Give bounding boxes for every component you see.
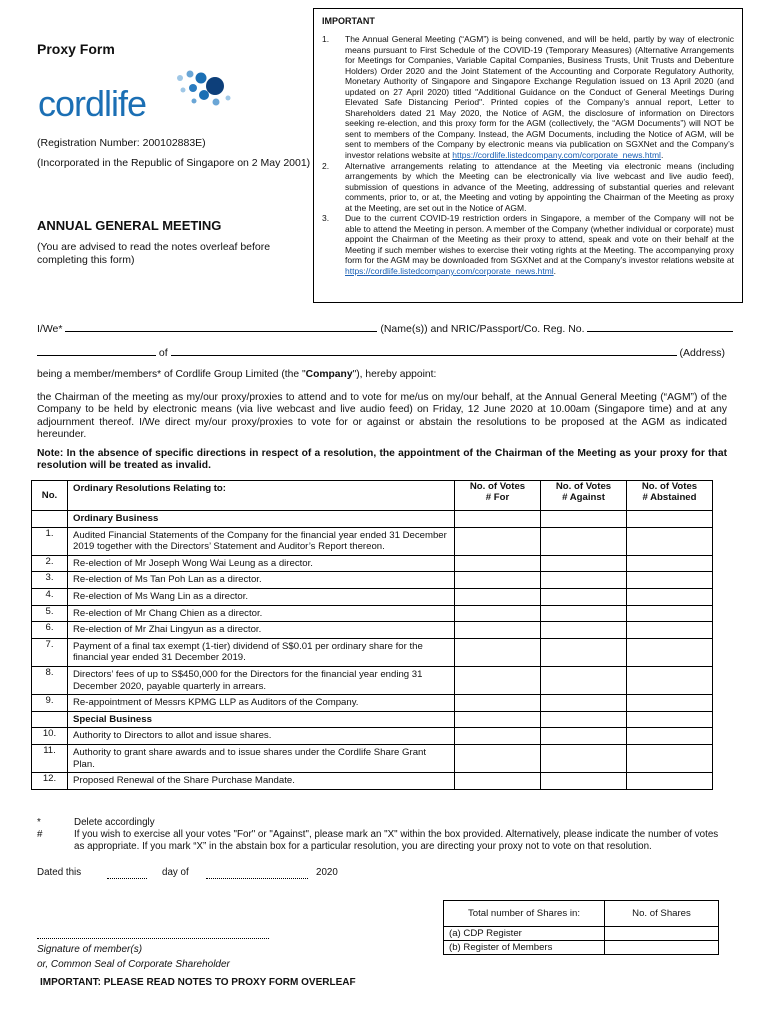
vote-against-box[interactable] (541, 744, 627, 772)
empty-cell (541, 511, 627, 528)
vote-abstain-box[interactable] (627, 744, 713, 772)
resolution-text: Re-election of Mr Zhai Lingyun as a director. (68, 622, 455, 639)
resolution-text: Directors’ fees of up to S$450,000 for the Directors for the financial year ending 31 December 2020, payable quarterly in arrears. (68, 666, 455, 694)
resolution-number: 8. (32, 666, 68, 694)
vote-against-box[interactable] (541, 555, 627, 572)
abstain-line1: No. of Votes (641, 481, 698, 492)
resolution-text: Authority to Directors to allot and issue shares. (68, 728, 455, 745)
shares-row (444, 927, 719, 941)
year-label: 2020 (316, 867, 338, 878)
col-against-header (541, 481, 627, 511)
signature-line2: or, Common Seal of Corporate Shareholder (37, 959, 230, 970)
logo-wordmark: cordlife (38, 83, 147, 124)
empty-cell (541, 711, 627, 728)
empty-cell (32, 711, 68, 728)
vote-against-box[interactable] (541, 773, 627, 790)
table-header-row (32, 481, 713, 511)
resolution-text: Re-election of Mr Chang Chien as a director. (68, 605, 455, 622)
proxy-note: Note: In the absence of specific directions in respect of a resolution, the appointment of the Chairman of the Meeting as your proxy for that resolution will be treated as invalid. (37, 448, 727, 472)
empty-cell (627, 511, 713, 528)
col-no-header: No. (32, 481, 68, 511)
important-notice-box (313, 8, 743, 303)
vote-abstain-box[interactable] (627, 666, 713, 694)
item-text: The Annual General Meeting (“AGM”) is being convened, and will be held, partly by way of electronic means pursuant to First Schedule of the COVID-19 (Temporary Measures) (Alternative Arrangements for Meetings for Companies, Variable Capital Companies, Business Trusts, Unit Trusts and Debenture Holders) Order 2020 and the Joint Statement of the Accounting and Corporate Regulatory Authority, Monetary Authority of Singapore and Singapore Exchange Regulation issued on 13 April 2020 (and updated on 27 April 2020) titled "Additional Guidance on the Conduct of General Meetings During Elevated Safe Distancing Period". Printed copies of the Company’s annual report, Letter to Shareholders dated 21 May 2020, the Notice of AGM, the disclosure of information on Directors seeking re-election, and this proxy form for the AGM (collectively, the “AGM Documents”) will NOT be sent to members of the Company. Instead, the AGM Documents, including the Notice of AGM, will be sent to members of the Company by electronic means via publication on SGXNet and the Company’s investor relations website at (345, 34, 734, 161)
important-item (314, 161, 734, 214)
vote-for-box[interactable] (455, 773, 541, 790)
signature-line1: Signature of member(s) (37, 944, 143, 955)
important-list (314, 34, 734, 277)
month-field[interactable] (206, 867, 308, 879)
vote-for-box[interactable] (455, 638, 541, 666)
footnote-star-mark: * (37, 817, 41, 828)
vote-for-box[interactable] (455, 728, 541, 745)
signature-field[interactable] (37, 938, 269, 939)
vote-abstain-box[interactable] (627, 527, 713, 555)
shares-row (444, 941, 719, 955)
vote-abstain-box[interactable] (627, 638, 713, 666)
resolution-number: 11. (32, 744, 68, 772)
important-title: IMPORTANT (322, 16, 375, 26)
ordinary-rows (32, 527, 713, 711)
company-term: Company (305, 369, 353, 380)
vote-for-box[interactable] (455, 572, 541, 589)
for-line2: # For (485, 492, 510, 503)
resolution-text: Re-election of Ms Tan Poh Lan as a director. (68, 572, 455, 589)
item-number: 1. (322, 34, 330, 44)
meeting-heading: ANNUAL GENERAL MEETING (37, 218, 222, 233)
name-line (37, 320, 739, 335)
col-resolution-header: Ordinary Resolutions Relating to: (68, 481, 455, 511)
abstain-line2: # Abstained (642, 492, 697, 503)
address-field[interactable] (171, 344, 677, 356)
total-shares-label: Total number of Shares in: (444, 901, 605, 927)
chairman-appointment: the Chairman of the meeting as my/our proxy/proxies to attend and to vote for me/us on my/our behalf, at the Annual General Meeting (“AGM”) of the Company to be held by electronic means (via live webcast and live audio feed) on Friday, 12 June 2020 at 10.00am (Singapore time) and at any adjournment thereof. I/We direct my/our proxy/proxies to vote for or against or abstain the resolutions to be proposed at the AGM as indicated hereunder. (37, 392, 727, 440)
resolution-text: Re-appointment of Messrs KPMG LLP as Auditors of the Company. (68, 695, 455, 712)
investor-relations-link[interactable]: https://cordlife.listedcompany.com/corporate_news.html (452, 150, 661, 161)
day-of-label: day of (162, 867, 189, 878)
against-line1: No. of Votes (555, 481, 612, 492)
registration-number: (Registration Number: 200102883E) (37, 137, 206, 149)
item-number: 2. (322, 160, 330, 171)
resolution-text: Authority to grant share awards and to issue shares under the Cordlife Share Grant Plan. (68, 744, 455, 772)
resolution-number: 4. (32, 588, 68, 605)
against-line2: # Against (562, 492, 605, 503)
logo-dots-icon (168, 68, 248, 118)
vote-for-box[interactable] (455, 588, 541, 605)
resolution-number: 6. (32, 622, 68, 639)
vote-for-box[interactable] (455, 744, 541, 772)
empty-cell (455, 711, 541, 728)
item-tail: . (660, 150, 664, 161)
vote-against-box[interactable] (541, 588, 627, 605)
cdp-register-label: (a) CDP Register (444, 927, 605, 941)
vote-abstain-box[interactable] (627, 728, 713, 745)
address-prefix-field[interactable] (37, 344, 156, 356)
resolution-row (32, 588, 713, 605)
resolution-number: 3. (32, 572, 68, 589)
resolution-number: 12. (32, 773, 68, 790)
resolution-number: 7. (32, 638, 68, 666)
shares-header-row (444, 901, 719, 927)
vote-abstain-box[interactable] (627, 605, 713, 622)
member-text: being a member/members* of Cordlife Group Limited (the " (37, 369, 306, 380)
col-abstain-header (627, 481, 713, 511)
footnote-hash-text: If you wish to exercise all your votes "For" or "Against", please mark an "X" within the box provided. Alternatively, please indicate the number of votes as appropriate. If you mark “X” in the abstain box for a particular resolution, you are directing your proxy not to vote on that resolution. (74, 829, 719, 852)
item-text: Due to the current COVID-19 restriction orders in Singapore, a member of the Company will not be able to attend the Meeting in person. A member of the Company (whether individual or corporate) must appoint the Chairman of the Meeting as their proxy to attend, speak and vote on their behalf at the Meeting if such member wishes to exercise their voting rights at the Meeting. The accompanying proxy form for the AGM may be downloaded from SGXNet and at the Company’s investor relations website at (345, 213, 734, 266)
vote-abstain-box[interactable] (627, 572, 713, 589)
empty-cell (627, 711, 713, 728)
resolution-row (32, 527, 713, 555)
member-statement (37, 369, 727, 381)
vote-abstain-box[interactable] (627, 773, 713, 790)
resolution-row (32, 555, 713, 572)
resolution-row (32, 638, 713, 666)
company-logo (38, 68, 248, 128)
important-footer: IMPORTANT: PLEASE READ NOTES TO PROXY FORM OVERLEAF (40, 977, 356, 988)
advice-text: (You are advised to read the notes overleaf before completing this form) (37, 241, 271, 266)
name-field[interactable] (65, 320, 377, 332)
vote-for-box[interactable] (455, 527, 541, 555)
members-shares-field[interactable] (605, 941, 719, 955)
vote-against-box[interactable] (541, 666, 627, 694)
empty-cell (32, 511, 68, 528)
resolution-row (32, 744, 713, 772)
footnote-star-text: Delete accordingly (74, 817, 155, 828)
resolution-text: Proposed Renewal of the Share Purchase Mandate. (68, 773, 455, 790)
vote-abstain-box[interactable] (627, 622, 713, 639)
vote-for-box[interactable] (455, 622, 541, 639)
vote-against-box[interactable] (541, 605, 627, 622)
section-row-special (32, 711, 713, 728)
item-number: 3. (322, 213, 330, 224)
address-line (37, 344, 739, 359)
resolution-row (32, 773, 713, 790)
vote-abstain-box[interactable] (627, 588, 713, 605)
resolution-row (32, 622, 713, 639)
vote-for-box[interactable] (455, 555, 541, 572)
names-label: (Name(s)) and NRIC/Passport/Co. Reg. No. (380, 323, 585, 335)
resolution-text: Re-election of Mr Joseph Wong Wai Leung as a director. (68, 555, 455, 572)
resolutions-table (31, 480, 713, 790)
resolution-text: Payment of a final tax exempt (1-tier) dividend of S$0.01 per ordinary share for the financial year ended 31 December 2019. (68, 638, 455, 666)
vote-against-box[interactable] (541, 622, 627, 639)
resolution-number: 5. (32, 605, 68, 622)
vote-for-box[interactable] (455, 695, 541, 712)
vote-for-box[interactable] (455, 666, 541, 694)
cdp-shares-field[interactable] (605, 927, 719, 941)
address-label: (Address) (679, 347, 726, 359)
empty-cell (455, 511, 541, 528)
vote-against-box[interactable] (541, 638, 627, 666)
vote-for-box[interactable] (455, 605, 541, 622)
item-text: Alternative arrangements relating to attendance at the Meeting via electronic means (including arrangements by which the Meeting can be electronically via live webcast and live audio feed), submission of questions in advance of the Meeting, addressing of substantial queries and relevant comments, prior to, or at, the Meeting and voting by appointing the Chairman of the Meeting as proxy at the Meeting, are set out in the Notice of AGM. (345, 160, 734, 213)
resolution-row (32, 572, 713, 589)
vote-abstain-box[interactable] (627, 695, 713, 712)
resolution-number: 1. (32, 527, 68, 555)
for-line1: No. of Votes (469, 481, 526, 492)
resolution-text: Audited Financial Statements of the Company for the financial year ended 31 December 2019 together with the Directors’ Statement and Auditor’s Report thereon. (68, 527, 455, 555)
vote-abstain-box[interactable] (627, 555, 713, 572)
resolution-text: Re-election of Ms Wang Lin as a director. (68, 588, 455, 605)
section-row-ordinary (32, 511, 713, 528)
register-of-members-label: (b) Register of Members (444, 941, 605, 955)
day-field[interactable] (107, 867, 147, 879)
resolution-row (32, 605, 713, 622)
of-label: of (158, 347, 168, 359)
vote-against-box[interactable] (541, 728, 627, 745)
ordinary-business-label: Ordinary Business (68, 511, 455, 528)
resolution-number: 9. (32, 695, 68, 712)
important-item (314, 34, 734, 161)
no-of-shares-header: No. of Shares (605, 901, 719, 927)
resolution-number: 10. (32, 728, 68, 745)
important-item (314, 213, 734, 276)
shares-table (443, 900, 719, 955)
special-business-label: Special Business (68, 711, 455, 728)
incorporation-text: (Incorporated in the Republic of Singapore on 2 May 2001) (37, 157, 311, 169)
special-rows (32, 728, 713, 789)
footnote-hash-mark: # (37, 829, 43, 840)
resolution-number: 2. (32, 555, 68, 572)
dated-label: Dated this (37, 867, 82, 878)
signature-caption (37, 942, 230, 972)
resolution-row (32, 728, 713, 745)
vote-against-box[interactable] (541, 527, 627, 555)
investor-relations-link[interactable]: https://cordlife.listedcompany.com/corporate_news.html (345, 266, 554, 277)
vote-against-box[interactable] (541, 572, 627, 589)
resolution-row (32, 666, 713, 694)
iwe-label: I/We* (37, 323, 63, 335)
item-tail: . (553, 266, 557, 277)
vote-against-box[interactable] (541, 695, 627, 712)
resolution-row (32, 695, 713, 712)
col-for-header (455, 481, 541, 511)
nric-field[interactable] (587, 320, 733, 332)
form-title: Proxy Form (37, 41, 115, 57)
member-text-end: "), hereby appoint: (352, 369, 437, 380)
